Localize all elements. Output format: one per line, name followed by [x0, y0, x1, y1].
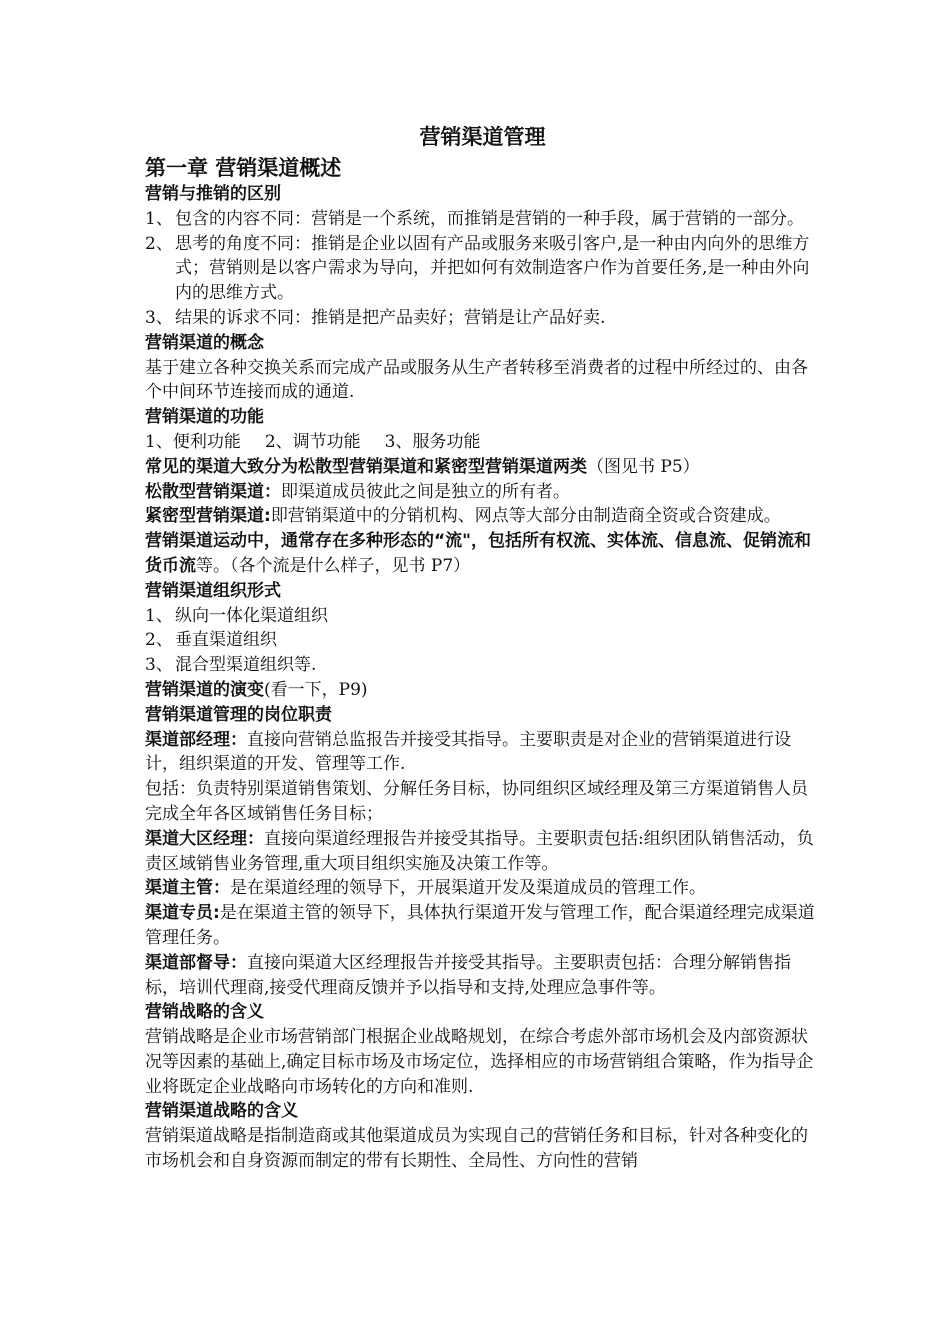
- role-text: 直接向渠道大区经理报告并接受其指导。主要职责包括：合理分解销售指标，培训代理商,接受代理商反馈并予以指导和支持,处理应急事件等。: [145, 952, 791, 998]
- function-item: 3、服务功能: [384, 431, 481, 452]
- list-item: [145, 604, 820, 629]
- function-item: 2、调节功能: [264, 431, 361, 452]
- role-title: 渠道大区经理：: [145, 828, 264, 849]
- paragraph-loose-channel: [145, 480, 820, 505]
- paragraph-role: [145, 827, 820, 877]
- paragraph-text: 即渠道成员彼此之间是独立的所有者。: [281, 481, 570, 502]
- section-heading-marketing-vs-selling: 营销与推销的区别: [145, 184, 281, 204]
- bold-lead: 常见的渠道大致分为松散型营销渠道和紧密型营销渠道两类: [145, 456, 587, 477]
- role-text: 是在渠道主管的领导下，具体执行渠道开发与管理工作，配合渠道经理完成渠道管理任务。: [145, 903, 815, 948]
- paragraph-text: 即营销渠道中的分销机构、网点等大部分由制造商全资或合资建成。: [270, 506, 781, 527]
- paragraph-channel-types: [145, 455, 820, 480]
- list-text: 垂直渠道组织: [175, 630, 277, 651]
- role-text: 直接向渠道经理报告并接受其指导。主要职责包括:组织团队销售活动，负责区域销售业务管理,重大项目组织实施及决策工作等。: [145, 828, 814, 874]
- document-title: 营销渠道管理: [419, 125, 546, 149]
- role-text: 直接向营销总监报告并接受其指导。主要职责是对企业的营销渠道进行设计，组织渠道的开发、管理等工作.: [145, 729, 791, 775]
- list-item: [145, 232, 820, 306]
- paragraph: 基于建立各种交换关系而完成产品或服务从生产者转移至消费者的过程中所经过的、由各个中间环节连接而成的通道.: [145, 357, 808, 403]
- bold-lead: 营销渠道运动中，通常存在多种形态的“流"，包括所有权流、实体流、信息流、促销流和货币流: [145, 531, 812, 576]
- paragraph-tight-channel: [145, 504, 820, 529]
- list-text: 思考的角度不同：推销是企业以固有产品或服务来吸引客户,是一种由内向外的思维方式；营销则是以客户需求为导向，并把如何有效制造客户作为首要任务,是一种由外向内的思维方式。: [175, 233, 810, 304]
- section-heading-channel-strategy: 营销渠道战略的含义: [145, 1101, 298, 1122]
- paragraph-role: [145, 901, 820, 951]
- paragraph-role: [145, 951, 820, 1001]
- list-item: [145, 207, 820, 232]
- paragraph-text: 等。（各个流是什么样子，见书 P7）: [196, 555, 471, 576]
- list-number: 1、: [145, 605, 173, 626]
- role-text: 是在渠道经理的领导下，开展渠道开发及渠道成员的管理工作。: [230, 878, 706, 899]
- list-text: 结果的诉求不同：推销是把产品卖好；营销是让产品好卖.: [175, 307, 606, 328]
- role-title: 渠道部经理：: [145, 729, 247, 750]
- section-heading-channel-concept: 营销渠道的概念: [145, 332, 264, 353]
- functions-line: [145, 430, 820, 455]
- list-item: [145, 628, 820, 653]
- list-number: 2、: [145, 233, 173, 254]
- list-number: 3、: [145, 655, 173, 676]
- list-text: 包含的内容不同：营销是一个系统，而推销是营销的一种手段，属于营销的一部分。: [175, 208, 804, 229]
- bold-lead: 松散型营销渠道：: [145, 481, 281, 502]
- bold-lead: 紧密型营销渠道:: [145, 506, 271, 527]
- section-heading-job-duties: 营销渠道管理的岗位职责: [145, 704, 332, 725]
- paragraph: 营销战略是企业市场营销部门根据企业战略规划，在综合考虑外部市场机会及内部资源状况等因素的基础上,确定目标市场及市场定位，选择相应的市场营销组合策略，作为指导企业将既定企业战略向市场转化的方向和准则.: [145, 1027, 814, 1097]
- role-title: 渠道部督导：: [145, 952, 247, 973]
- paragraph-channel-evolution: [145, 678, 820, 703]
- paragraph: 营销渠道战略是指制造商或其他渠道成员为实现自己的营销任务和目标，针对各种变化的市场机会和自身资源而制定的带有长期性、全局性、方向性的营销: [145, 1126, 808, 1172]
- list-text: 纵向一体化渠道组织: [175, 605, 328, 626]
- chapter-heading: 第一章 营销渠道概述: [145, 156, 342, 180]
- section-heading-channel-functions: 营销渠道的功能: [145, 407, 264, 428]
- list-item: [145, 653, 820, 678]
- paragraph-role: [145, 728, 820, 778]
- paragraph-note: （图见书 P5）: [587, 456, 700, 477]
- list-text: 混合型渠道组织等.: [175, 655, 317, 676]
- paragraph-text: (看一下，P9): [264, 679, 368, 700]
- paragraph-channel-flows: [145, 529, 820, 579]
- section-heading-organization-forms: 营销渠道组织形式: [145, 580, 281, 601]
- list-number: 1、: [145, 208, 173, 229]
- section-heading-marketing-strategy: 营销战略的含义: [145, 1002, 264, 1023]
- role-title: 渠道专员:: [145, 903, 220, 924]
- list-number: 3、: [145, 307, 173, 328]
- paragraph-role-includes: 包括：负责特别渠道销售策划、分解任务目标，协同组织区域经理及第三方渠道销售人员完成全年各区域销售任务目标；: [145, 779, 808, 824]
- list-number: 2、: [145, 630, 173, 651]
- list-item: [145, 306, 820, 331]
- function-item: 1、便利功能: [145, 431, 241, 452]
- role-title: 渠道主管：: [145, 878, 230, 899]
- paragraph-role: [145, 876, 820, 901]
- bold-lead: 营销渠道的演变: [145, 679, 264, 700]
